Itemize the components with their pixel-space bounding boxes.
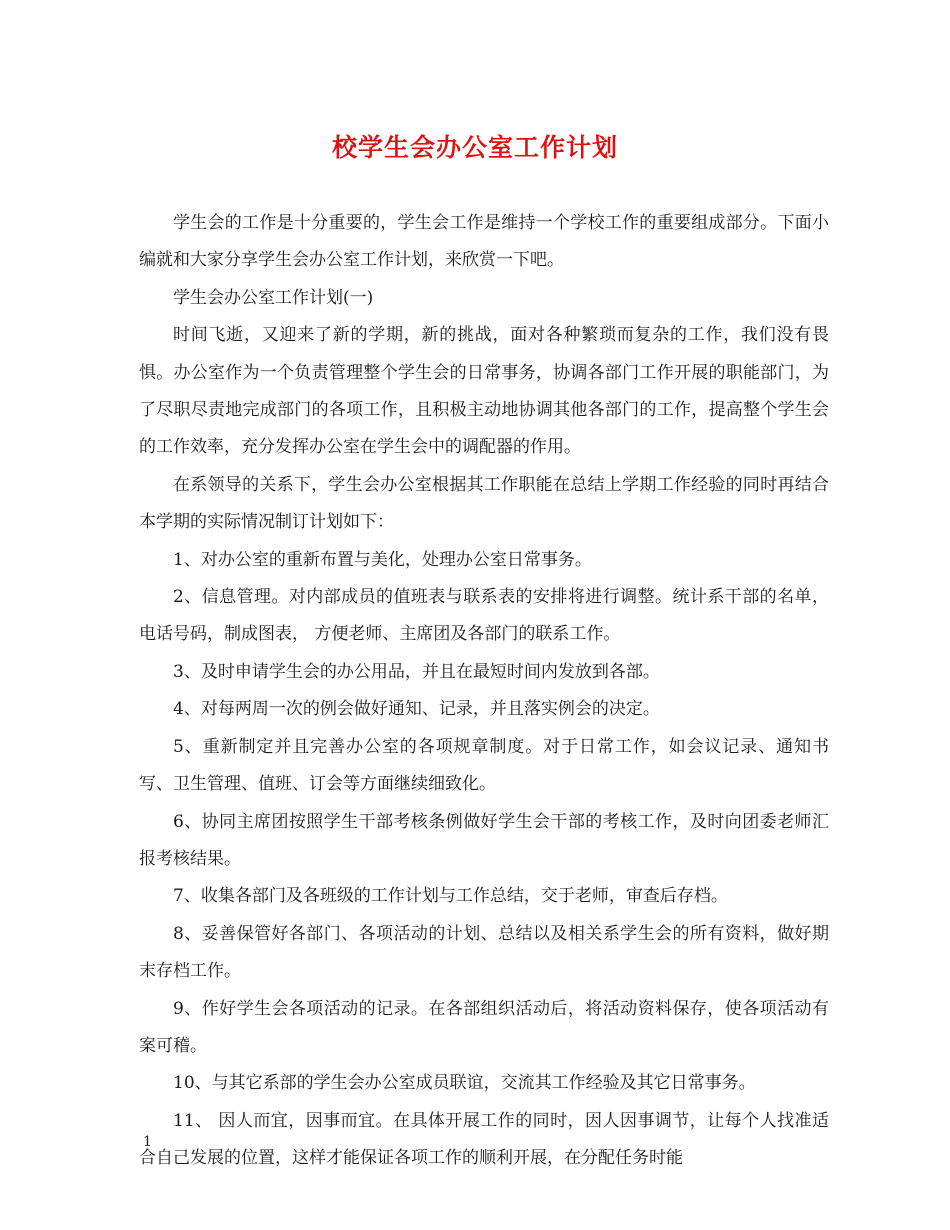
list-item: 5、重新制定并且完善办公室的各项规章制度。对于日常工作，如会议记录、通知书写、卫生管理、值班、订会等方面继续细致化。 xyxy=(139,736,829,795)
list-item: 1、对办公室的重新布置与美化，处理办公室日常事务。 xyxy=(173,549,592,570)
section-heading: 学生会办公室工作计划(一) xyxy=(173,287,374,308)
list-item: 2、信息管理。对内部成员的值班表与联系表的安排将进行调整。统计系干部的名单，电话号码，制成图表， 方便老师、主席团及各部门的联系工作。 xyxy=(139,587,829,645)
list-item: 4、对每两周一次的例会做好通知、记录，并且落实例会的决定。 xyxy=(173,699,660,720)
list-item: 6、协同主席团按照学生干部考核条例做好学生会干部的考核工作，及时向团委老师汇报考核结果。 xyxy=(139,811,829,869)
list-item: 10、与其它系部的学生会办公室成员联谊，交流其工作经验及其它日常事务。 xyxy=(173,1073,756,1094)
paragraph-intro: 学生会的工作是十分重要的，学生会工作是维持一个学校工作的重要组成部分。下面小编就和大家分享学生会办公室工作计划，来欣赏一下吧。 xyxy=(139,213,829,271)
page-number: 1 xyxy=(143,1134,152,1150)
list-item: 7、收集各部门及各班级的工作计划与工作总结，交于老师，审查后存档。 xyxy=(173,886,728,907)
paragraph: 时间飞逝，又迎来了新的学期，新的挑战，面对各种繁琐而复杂的工作，我们没有畏惧。办公室作为一个负责管理整个学生会的日常事务，协调各部门工作开展的职能部门，为了尽职尽责地完成部门的各项工作，且积极主动地协调其他各部门的工作，提高整个学生会的工作效率，充分发挥办公室在学生会中的调配器的作用。 xyxy=(139,325,829,458)
list-item: 3、及时申请学生会的办公用品，并且在最短时间内发放到各部。 xyxy=(173,661,660,682)
list-item: 8、妥善保管好各部门、各项活动的计划、总结以及相关系学生会的所有资料，做好期末存档工作。 xyxy=(139,923,829,982)
document-body xyxy=(139,205,829,1178)
list-item: 11、 因人而宜，因事而宜。在具体开展工作的同时，因人因事调节，让每个人找准适合自己发展的位置，这样才能保证各项工作的顺利开展，在分配任务时能 xyxy=(139,1110,829,1169)
list-item: 9、作好学生会各项活动的记录。在各部组织活动后，将活动资料保存，使各项活动有案可稽。 xyxy=(139,998,829,1056)
document-title: 校学生会办公室工作计划 xyxy=(331,133,618,162)
paragraph: 在系领导的关系下，学生会办公室根据其工作职能在总结上学期工作经验的同时再结合本学期的实际情况制订计划如下： xyxy=(139,474,829,533)
